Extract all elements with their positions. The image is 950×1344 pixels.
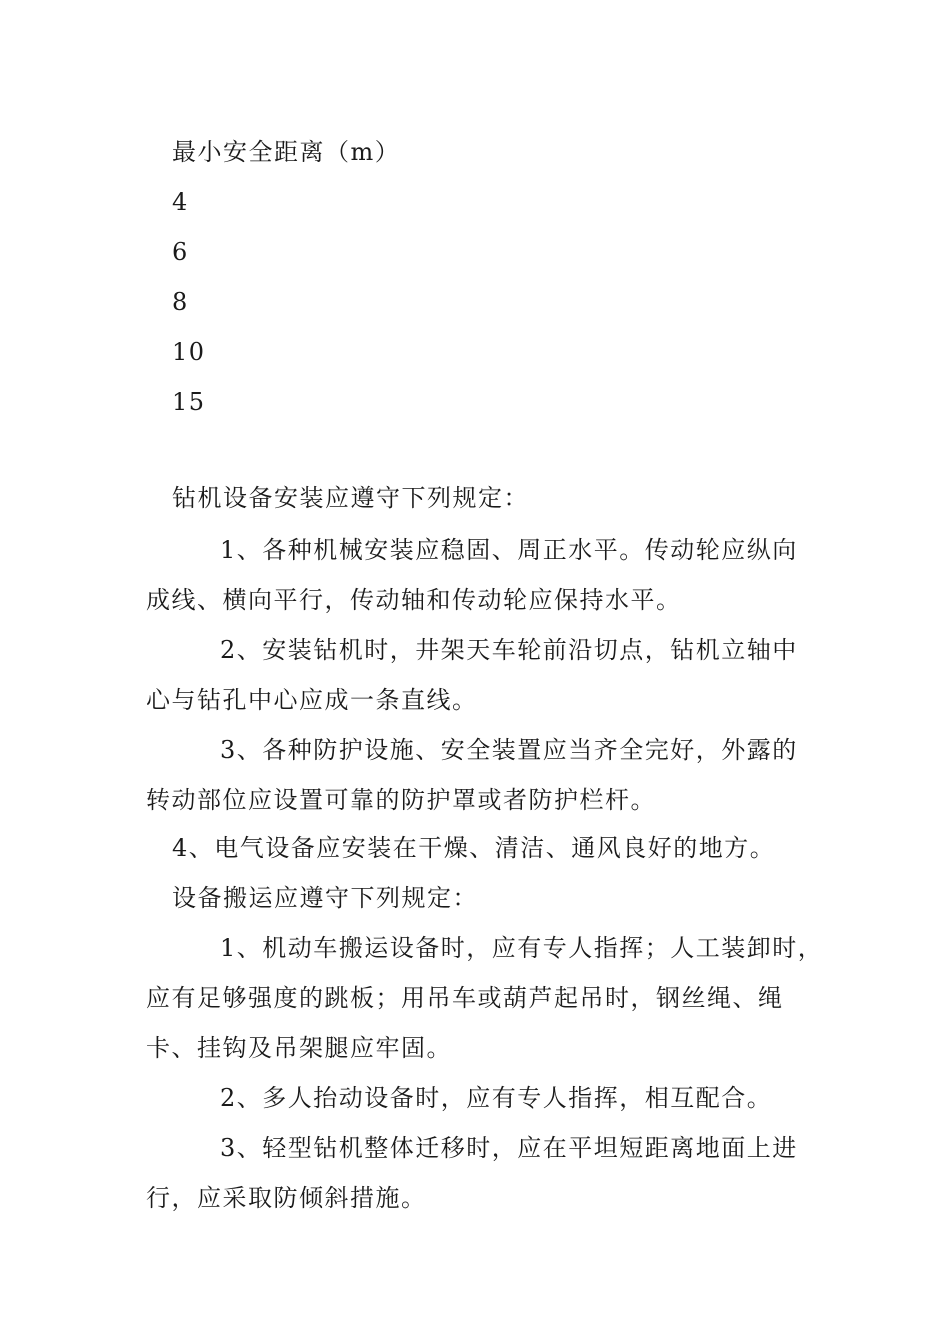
table-value: 6: [172, 238, 189, 266]
paragraph-line: 1、机动车搬运设备时，应有专人指挥；人工装卸时，: [220, 934, 824, 962]
table-value: 4: [172, 188, 189, 216]
paragraph-line: 4、电气设备应安装在干燥、清洁、通风良好的地方。: [172, 834, 776, 862]
paragraph-line: 行，应采取防倾斜措施。: [146, 1184, 427, 1212]
paragraph-line: 应有足够强度的跳板；用吊车或葫芦起吊时，钢丝绳、绳: [146, 984, 784, 1012]
table-value: 8: [172, 288, 189, 316]
paragraph-line: 成线、横向平行，传动轴和传动轮应保持水平。: [146, 586, 682, 614]
paragraph-line: 心与钻孔中心应成一条直线。: [146, 686, 478, 714]
table-value: 10: [172, 338, 206, 366]
paragraph-line: 2、安装钻机时，井架天车轮前沿切点，钻机立轴中: [220, 636, 798, 664]
section-heading-drill-installation: 钻机设备安装应遵守下列规定：: [172, 484, 529, 512]
paragraph-line: 转动部位应设置可靠的防护罩或者防护栏杆。: [146, 786, 656, 814]
paragraph-line: 2、多人抬动设备时，应有专人指挥，相互配合。: [220, 1084, 773, 1112]
table-header-min-safe-distance: 最小安全距离（m）: [172, 138, 401, 166]
paragraph-line: 卡、挂钩及吊架腿应牢固。: [146, 1034, 452, 1062]
paragraph-line: 3、各种防护设施、安全装置应当齐全完好，外露的: [220, 736, 798, 764]
paragraph-line: 3、轻型钻机整体迁移时，应在平坦短距离地面上进: [220, 1134, 798, 1162]
section-heading-equipment-transport: 设备搬运应遵守下列规定：: [172, 884, 478, 912]
paragraph-line: 1、各种机械安装应稳固、周正水平。传动轮应纵向: [220, 536, 798, 564]
table-value: 15: [172, 388, 206, 416]
